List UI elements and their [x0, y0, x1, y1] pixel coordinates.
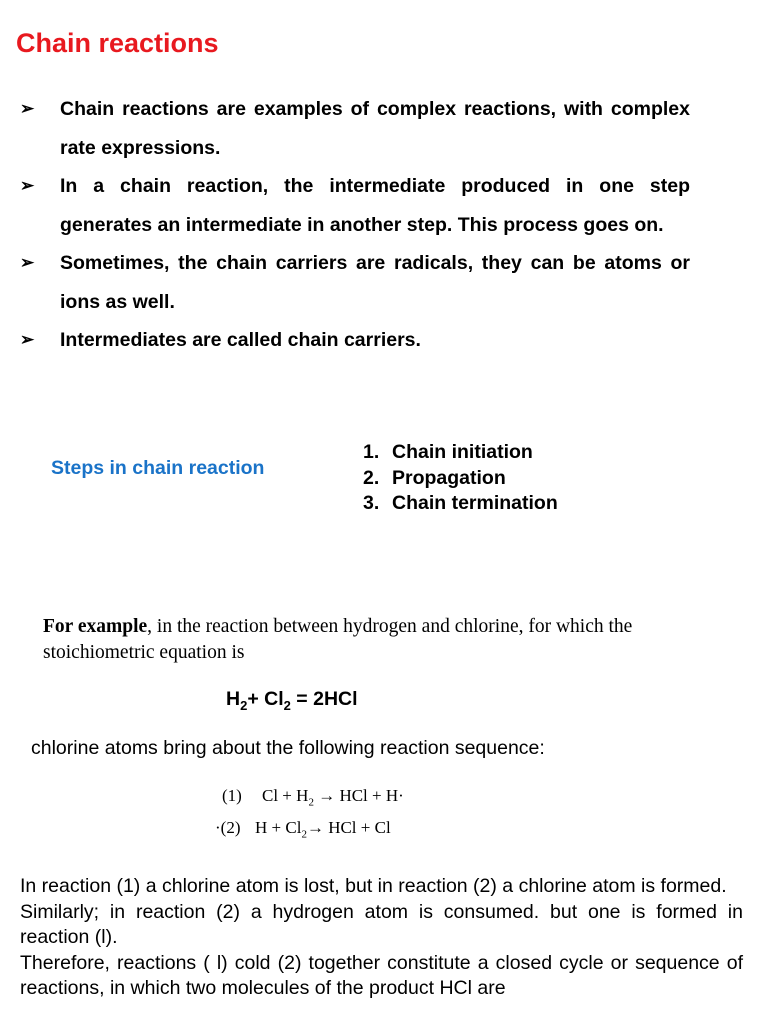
reaction-rhs: HCl + Cl: [328, 818, 391, 837]
arrow-bullet-icon: ➢: [20, 176, 35, 195]
arrow-icon: →: [306, 818, 324, 837]
step-item: [363, 491, 558, 517]
arrow-bullet-icon: ➢: [20, 99, 35, 118]
reaction-1: [222, 786, 404, 808]
sequence-intro: chlorine atoms bring about the following reaction sequence:: [31, 737, 545, 759]
step-number: 3.: [363, 492, 380, 514]
arrow-bullet-icon: ➢: [20, 253, 35, 272]
reaction-sub: 2: [308, 796, 314, 809]
reaction-2: [215, 818, 391, 840]
reaction-sequence-image: [210, 778, 450, 846]
eq-h-sub: 2: [240, 697, 248, 713]
example-paragraph: [43, 614, 693, 666]
page-title: Chain reactions: [16, 28, 219, 58]
bullet-item: [20, 90, 690, 167]
bullet-list: [20, 90, 690, 360]
step-item: [363, 466, 558, 492]
steps-list: [363, 440, 558, 517]
eq-cl-sub: 2: [283, 697, 291, 713]
example-text: , in the reaction between hydrogen and chlorine, for which the stoichiometric equation is: [43, 616, 633, 663]
step-text: Propagation: [392, 466, 506, 489]
paragraph: Similarly; in reaction (2) a hydrogen atom is consumed. but one is formed in reaction (l).: [20, 900, 743, 948]
reaction-rhs: HCl + H·: [339, 786, 404, 805]
stoichiometric-equation: [226, 688, 358, 713]
arrow-bullet-icon: ➢: [20, 330, 35, 349]
eq-rest: = 2HCl: [290, 688, 358, 710]
bullet-item: [20, 321, 690, 360]
explanation-text: [20, 874, 743, 1002]
bullet-item: [20, 244, 690, 321]
reaction-label: ·(2): [215, 818, 241, 837]
step-number: 1.: [363, 441, 380, 463]
reaction-lhs: H + Cl: [255, 818, 302, 837]
step-number: 2.: [363, 466, 380, 489]
reaction-lhs: Cl + H: [262, 786, 309, 805]
reaction-label: (1): [222, 786, 242, 805]
paragraph: In reaction (1) a chlorine atom is lost, but in reaction (2) a chlorine atom is formed.: [20, 875, 727, 897]
bullet-text: Sometimes, the chain carriers are radicals, they can be atoms or ions as well.: [60, 252, 690, 313]
example-lead: For example: [43, 616, 148, 637]
bullet-text: Chain reactions are examples of complex reactions, with complex rate expressions.: [60, 98, 690, 159]
paragraph: Therefore, reactions ( l) cold (2) together constitute a closed cycle or sequence of reactions, in which two molecules of the product HCl are: [20, 951, 743, 999]
eq-plus-cl: + Cl: [247, 688, 284, 710]
bullet-text: Intermediates are called chain carriers.: [60, 329, 421, 351]
bullet-item: [20, 167, 690, 244]
step-text: Chain initiation: [392, 441, 533, 463]
eq-h: H: [226, 688, 241, 710]
steps-heading: Steps in chain reaction: [51, 457, 265, 479]
step-text: Chain termination: [392, 492, 558, 514]
reaction-sub: 2: [301, 828, 307, 841]
bullet-text: In a chain reaction, the intermediate produced in one step generates an intermediate in another step. This process goes on.: [60, 175, 690, 236]
step-item: [363, 440, 558, 466]
arrow-icon: →: [318, 786, 336, 805]
